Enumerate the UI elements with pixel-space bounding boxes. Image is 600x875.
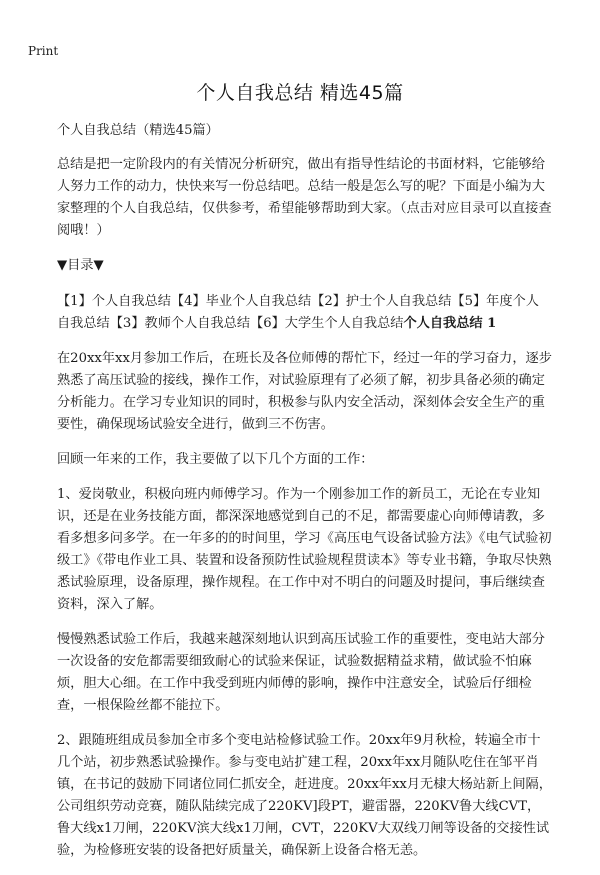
body-paragraph: 在20xx年xx月参加工作后，在班长及各位师傅的帮忙下，经过一年的学习奋力，逐步熟悉了高压试验的接线，操作工作，对试验原理有了必须了解，初步具备必须的确定分析能力。在学习专业知识的同时，积极参与队内安全活动，深刻体会安全生产的重要性，确保现场试验安全进行，做到三不伤害。 bbox=[57, 351, 552, 432]
body-paragraph: 慢慢熟悉试验工作后，我越来越深刻地认识到高压试验工作的重要性，变电站大部分一次设备的安危都需要细致耐心的试验来保证，试验数据精益求精，做试验不怕麻烦，胆大心细。在工作中我受到班内师傅的影响，操作中注意安全，试验后仔细检查，一根保险丝都不能拉下。 bbox=[57, 632, 545, 713]
page-title: 个人自我总结 精选45篇 bbox=[196, 82, 404, 104]
toc-item-5[interactable]: 【5】年度个人自我总结 bbox=[57, 294, 539, 331]
document-body bbox=[57, 120, 552, 875]
section-title: 个人自我总结 1 bbox=[403, 316, 497, 331]
print-label[interactable]: Print bbox=[28, 44, 59, 58]
document-subtitle: 个人自我总结（精选45篇） bbox=[57, 123, 219, 138]
body-paragraph: 回顾一年来的工作，我主要做了以下几个方面的工作： bbox=[57, 452, 374, 467]
toc-heading: ▼目录▼ bbox=[57, 258, 104, 273]
toc-item-6[interactable]: 【6】大学生个人自我总结 bbox=[250, 316, 404, 331]
body-paragraph: 2、跟随班组成员参加全市多个变电站检修试验工作。20xx年9月秋检，转遍全市十几个站，初步熟悉试验操作。参与变电站扩建工程，20xx年xx月随队吃住在邹平肖镇，在书记的鼓励下同诸位同仁抓安全，赶进度。20xx年xx月无棣大杨站新上间隔，公司组织劳动竞赛，随队陆续完成了220KV]段PT，避雷器，220KV鲁大线CVT，鲁大线x1刀闸，220KV滨大线x1刀闸，CVT，220KV大双线刀闸等设备的交接性试验，为检修班安装的设备把好质量关，确保新上设备合格无恙。 bbox=[57, 733, 552, 858]
table-of-contents bbox=[57, 291, 552, 335]
toc-item-3[interactable]: 【3】教师个人自我总结 bbox=[109, 316, 251, 331]
toc-item-2[interactable]: 【2】护士个人自我总结 bbox=[311, 294, 452, 309]
body-paragraph: 1、爱岗敬业，积极向班内师傅学习。作为一个刚参加工作的新员工，无论在专业知识，还是在业务技能方面，都深深地感觉到自己的不足，都需要虚心向师傅请教，多看多想多问多学。在一年多的的时间里，学习《高压电气设备试验方法》《电气试验初级工》《带电作业工具、装置和设备预防性试验规程贯读本》等专业书籍，争取尽快熟悉试验原理，设备原理，操作规程。在工作中对不明白的问题及时提问，事后继续查资料，深入了解。 bbox=[57, 487, 552, 612]
toc-item-4[interactable]: 【4】毕业个人自我总结 bbox=[170, 294, 312, 309]
intro-paragraph: 总结是把一定阶段内的有关情况分析研究，做出有指导性结论的书面材料，它能够给人努力工作的动力，快快来写一份总结吧。总结一般是怎么写的呢？下面是小编为大家整理的个人自我总结，仅供参考，希望能够帮助到大家。（点击对应目录可以直接查阅哦！） bbox=[57, 157, 552, 238]
toc-item-1[interactable]: 【1】个人自我总结 bbox=[57, 294, 171, 309]
